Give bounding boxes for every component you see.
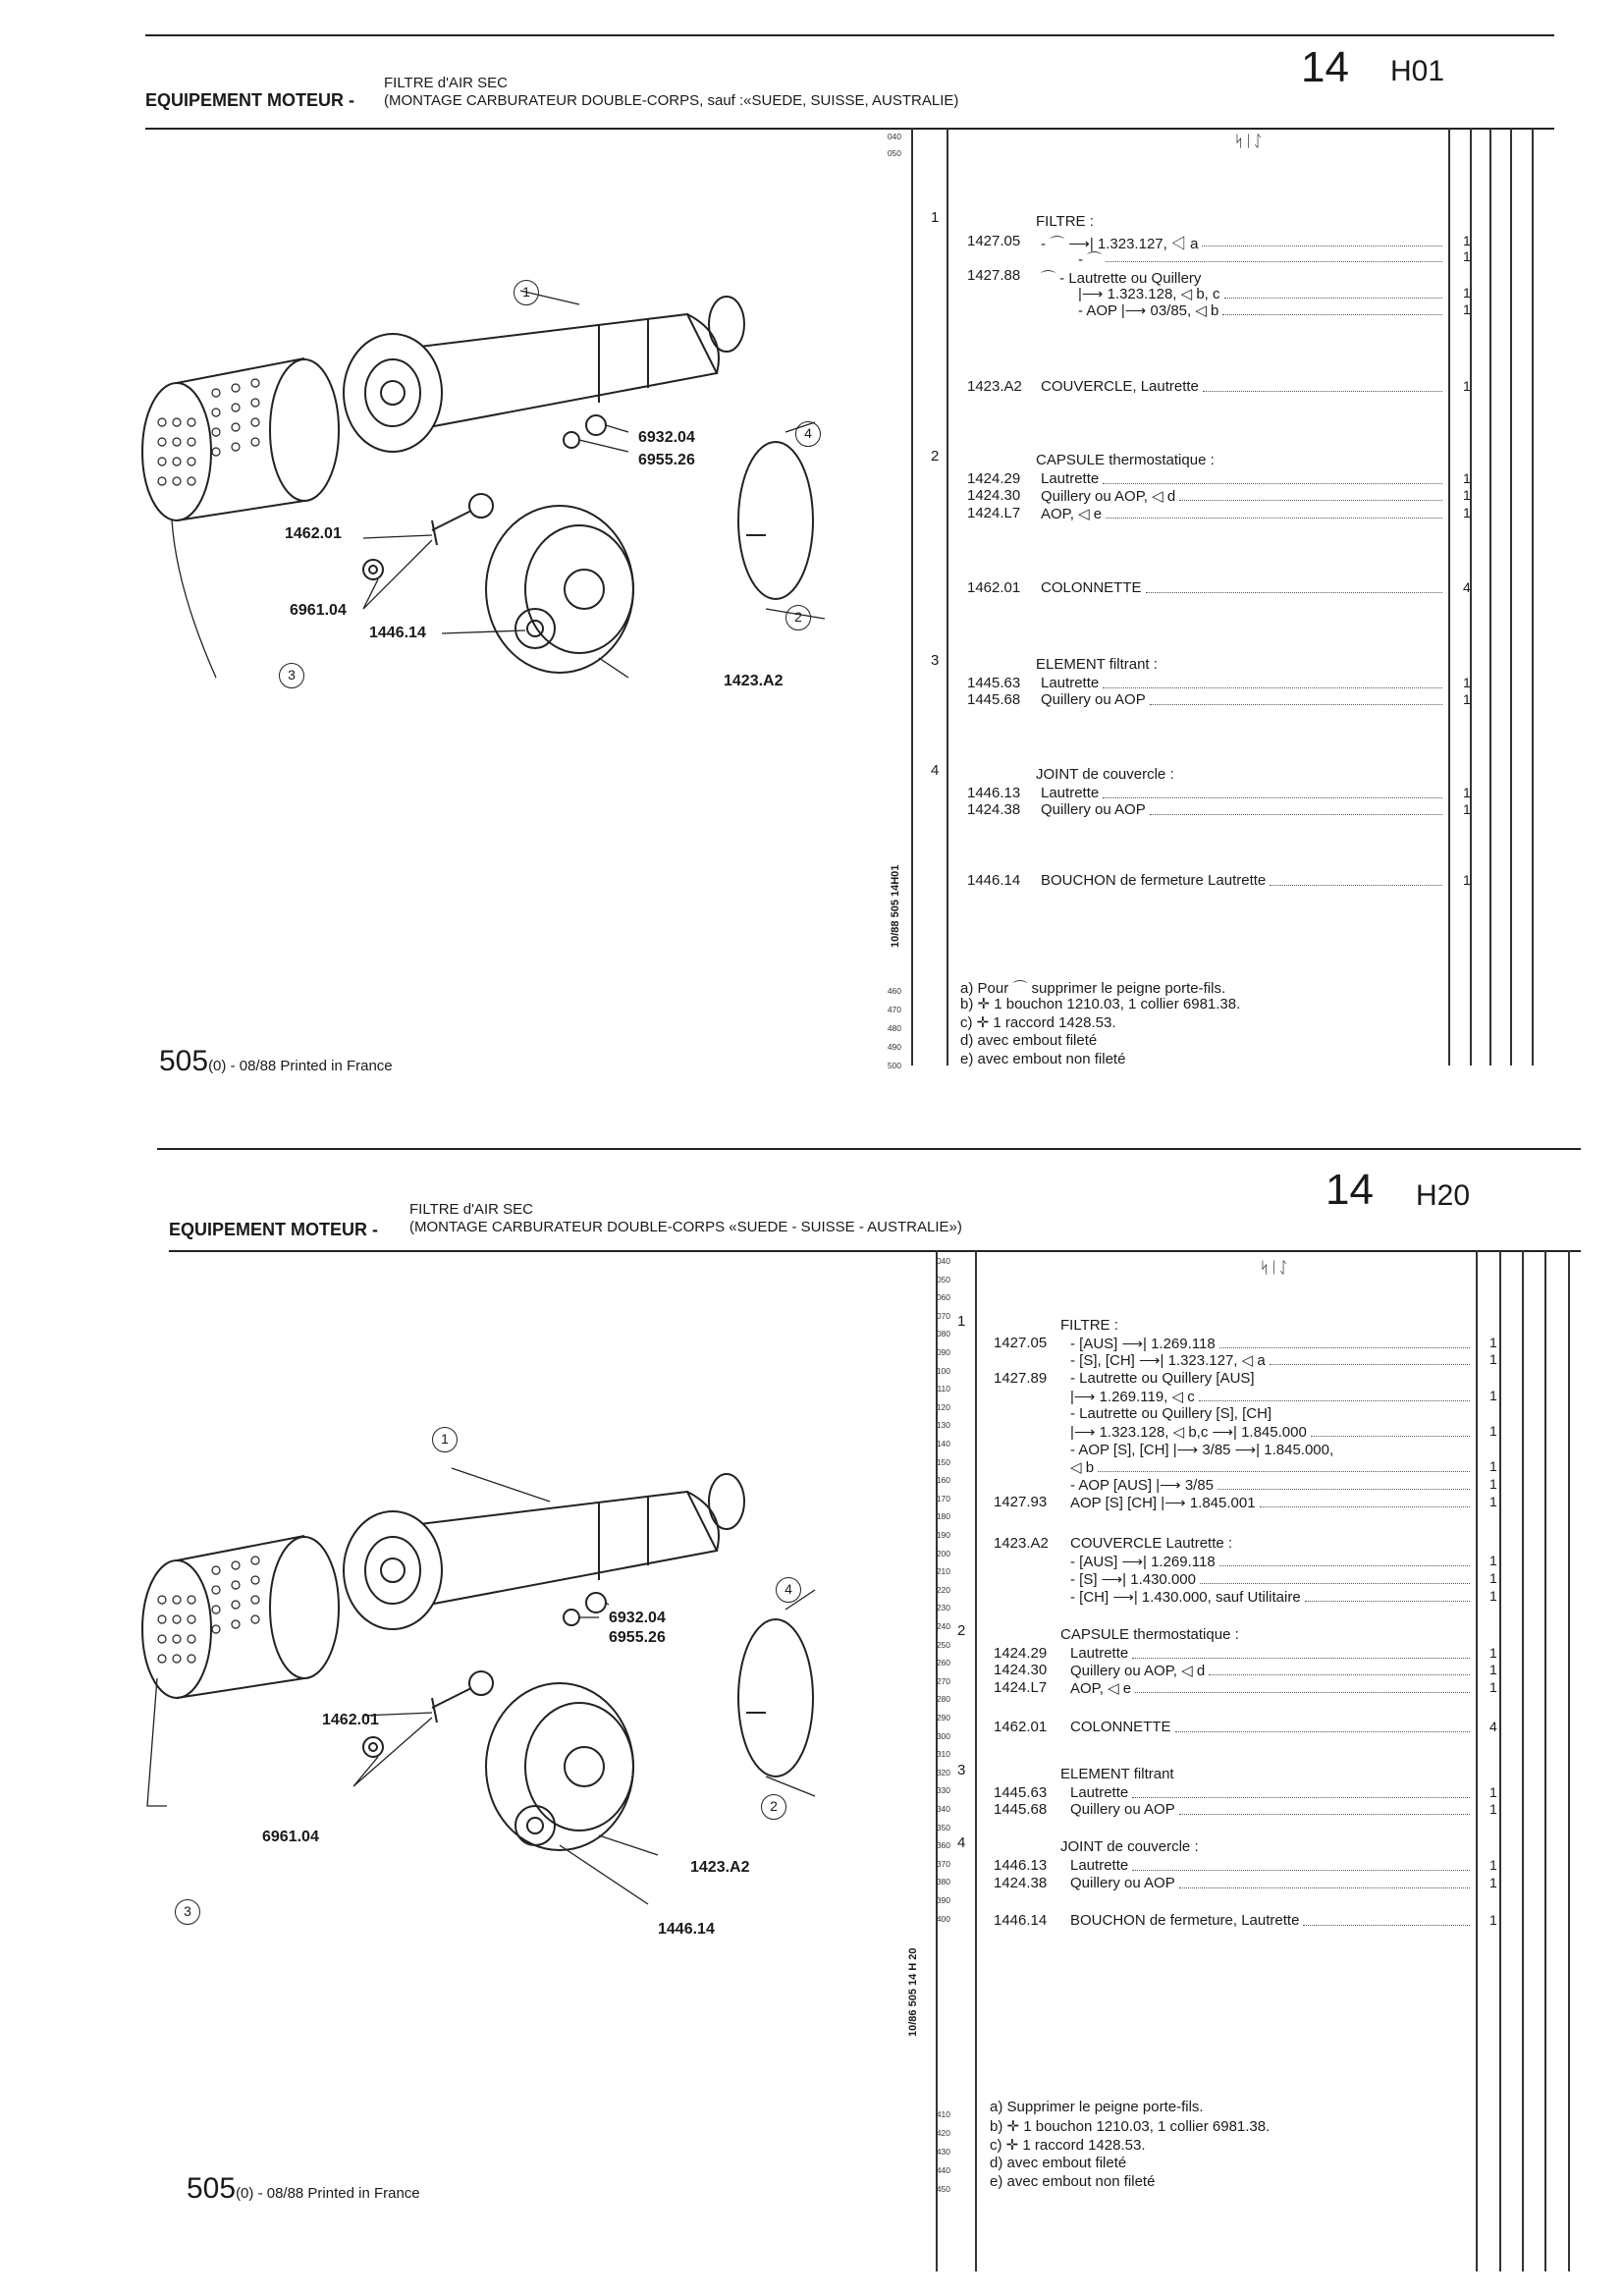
footer-model: 505 <box>159 1045 209 1077</box>
part-description: FILTRE : <box>1060 1317 1118 1334</box>
part-reference: 1424.30 <box>994 1662 1048 1678</box>
dot-leader <box>1179 1814 1470 1815</box>
quantity: 4 <box>1489 1719 1497 1734</box>
part-label: 1423.A2 <box>690 1859 750 1876</box>
dot-leader <box>1199 1400 1470 1401</box>
part-description: - [CH] ⟶| 1.430.000, sauf Utilitaire <box>1070 1589 1301 1606</box>
part-label: 6932.04 <box>638 429 695 446</box>
part-description: Lautrette <box>1070 1645 1129 1662</box>
part-description: - [AUS] ⟶| 1.269.118 <box>1070 1336 1216 1352</box>
footnote-d: d) avec embout fileté <box>960 1032 1098 1049</box>
part-description: COLONNETTE <box>1041 579 1142 596</box>
symbol-mark: ᛋᛁᛇ <box>1234 134 1263 150</box>
line-number: 060 <box>936 1292 950 1303</box>
callout-1: 1 <box>432 1427 458 1452</box>
dot-leader <box>1132 1870 1470 1871</box>
dot-leader <box>1209 1674 1470 1675</box>
dot-leader <box>1179 1887 1470 1888</box>
part-label: 1423.A2 <box>724 673 784 689</box>
dot-leader <box>1311 1436 1470 1437</box>
part-reference: 1445.68 <box>994 1801 1048 1818</box>
header-top-rule <box>145 34 1554 36</box>
dot-leader <box>1224 298 1442 299</box>
part-reference: 1424.L7 <box>967 505 1021 521</box>
part-description: - [S] ⟶| 1.430.000 <box>1070 1571 1196 1588</box>
line-number: 150 <box>936 1456 950 1467</box>
section-title: EQUIPEMENT MOTEUR - <box>145 90 355 110</box>
part-description: |⟶ 1.323.128, ◁ b,c ⟶| 1.845.000 <box>1070 1424 1307 1441</box>
part-reference: 1427.89 <box>994 1370 1048 1387</box>
dot-leader <box>1270 1364 1470 1365</box>
dot-leader <box>1150 704 1442 705</box>
footnote-d: d) avec embout fileté <box>990 2155 1127 2171</box>
part-reference: 1424.38 <box>994 1875 1048 1891</box>
quantity: 4 <box>1463 579 1471 595</box>
line-number: 440 <box>936 2165 950 2175</box>
part-description: Quillery ou AOP <box>1041 801 1146 818</box>
part-reference: 1445.63 <box>967 675 1021 691</box>
line-number: 250 <box>936 1639 950 1650</box>
line-number: 170 <box>936 1493 950 1503</box>
part-reference: 1423.A2 <box>967 378 1022 395</box>
part-label: 1446.14 <box>369 625 426 641</box>
quantity: 1 <box>1463 301 1471 317</box>
part-description: - [S], [CH] ⟶| 1.323.127, ◁ a <box>1070 1352 1266 1369</box>
line-number: 410 <box>936 2109 950 2119</box>
line-number: 130 <box>936 1420 950 1431</box>
group-number: 14 <box>1301 43 1349 91</box>
part-description: COUVERCLE, Lautrette <box>1041 378 1199 395</box>
part-reference: 1446.13 <box>967 785 1021 801</box>
quantity: 1 <box>1489 1801 1497 1817</box>
footnote-e: e) avec embout non fileté <box>990 2173 1156 2190</box>
dot-leader <box>1132 1658 1470 1659</box>
footer-text: (0) - 08/88 Printed in France <box>236 2185 420 2202</box>
dot-leader <box>1098 1471 1470 1472</box>
line-number: 120 <box>936 1401 950 1412</box>
footnote-a: a) Pour ⌒ supprimer le peigne porte-fils. <box>960 980 1226 997</box>
part-description: Quillery ou AOP, ◁ d <box>1070 1663 1206 1679</box>
part-description: - ⌒ ⟶| 1.323.127, ◁ a <box>1041 236 1199 252</box>
header-bottom-rule <box>169 1250 1581 1252</box>
part-reference: 1462.01 <box>994 1719 1048 1735</box>
part-description: Quillery ou AOP <box>1070 1801 1175 1818</box>
part-description: BOUCHON de fermeture Lautrette <box>1041 872 1267 889</box>
quantity: 1 <box>1463 285 1471 301</box>
table-line-qty-left <box>1448 128 1450 1066</box>
part-description: Quillery ou AOP, ◁ d <box>1041 488 1176 505</box>
part-description: - Lautrette ou Quillery [S], [CH] <box>1070 1405 1272 1422</box>
table-line-c1 <box>1489 128 1491 1066</box>
part-reference: 1427.93 <box>994 1494 1048 1510</box>
dot-leader <box>1200 1583 1470 1584</box>
dot-leader <box>1179 500 1442 501</box>
dot-leader <box>1222 314 1442 315</box>
header-bottom-rule <box>145 128 1554 130</box>
quantity: 1 <box>1489 1476 1497 1492</box>
dot-leader <box>1106 261 1442 262</box>
dot-leader <box>1203 391 1442 392</box>
part-label: 1446.14 <box>658 1921 715 1938</box>
line-number: 070 <box>936 1310 950 1321</box>
item-number: 2 <box>957 1622 966 1639</box>
part-description: Lautrette <box>1041 675 1100 691</box>
line-number: 370 <box>936 1858 950 1869</box>
dot-leader <box>1303 1925 1470 1926</box>
line-number: 330 <box>936 1785 950 1796</box>
quantity: 1 <box>1463 487 1471 503</box>
line-number: 160 <box>936 1475 950 1486</box>
item-number: 2 <box>931 448 940 465</box>
table-line-col-b <box>947 128 948 1066</box>
quantity: 1 <box>1463 378 1471 394</box>
line-number: 040 <box>887 132 901 141</box>
quantity: 1 <box>1489 1351 1497 1367</box>
quantity: 1 <box>1463 691 1471 707</box>
line-number: 050 <box>936 1274 950 1285</box>
item-number: 4 <box>957 1834 966 1851</box>
footnote-c: c) ✛ 1 raccord 1428.53. <box>960 1014 1116 1031</box>
line-number: 210 <box>936 1566 950 1577</box>
line-number: 340 <box>936 1804 950 1814</box>
part-description: COUVERCLE Lautrette : <box>1070 1535 1233 1552</box>
part-description: AOP [S] [CH] |⟶ 1.845.001 <box>1070 1495 1256 1511</box>
line-number: 270 <box>936 1675 950 1686</box>
dot-leader <box>1260 1506 1470 1507</box>
callout-1: 1 <box>514 280 539 305</box>
title-line-1: FILTRE d'AIR SEC <box>384 75 508 91</box>
quantity: 1 <box>1489 1588 1497 1604</box>
part-description: CAPSULE thermostatique : <box>1060 1626 1239 1643</box>
line-number: 470 <box>887 1005 901 1014</box>
part-description: Lautrette <box>1041 785 1100 801</box>
part-label: 6932.04 <box>609 1610 666 1626</box>
part-description: Lautrette <box>1041 470 1100 487</box>
footnote-e: e) avec embout non fileté <box>960 1051 1126 1067</box>
catalog-sheet-h20 <box>0 1148 1623 2296</box>
symbol-mark: ᛋᛁᛇ <box>1260 1260 1288 1277</box>
part-label: 1462.01 <box>322 1712 379 1728</box>
callout-2: 2 <box>785 605 811 630</box>
footnote-c: c) ✛ 1 raccord 1428.53. <box>990 2137 1146 2154</box>
item-number: 1 <box>957 1313 966 1330</box>
line-number: 480 <box>887 1023 901 1033</box>
quantity: 1 <box>1463 248 1471 264</box>
part-description: Lautrette <box>1070 1784 1129 1801</box>
dot-leader <box>1106 518 1442 519</box>
part-description: FILTRE : <box>1036 213 1094 230</box>
quantity: 1 <box>1463 470 1471 486</box>
line-number: 360 <box>936 1840 950 1851</box>
part-label: 1462.01 <box>285 525 342 542</box>
table-line-c3 <box>1532 128 1534 1066</box>
quantity: 1 <box>1489 1784 1497 1800</box>
title-line-1: FILTRE d'AIR SEC <box>409 1201 533 1218</box>
part-reference: 1427.88 <box>967 267 1021 284</box>
quantity: 1 <box>1489 1335 1497 1350</box>
part-reference: 1424.30 <box>967 487 1021 504</box>
table-line-c2 <box>1544 1250 1546 2271</box>
table-line-qty-right <box>1470 128 1472 1066</box>
footnote-b: b) ✛ 1 bouchon 1210.03, 1 collier 6981.38. <box>960 996 1241 1012</box>
line-number: 390 <box>936 1895 950 1905</box>
footnote-a: a) Supprimer le peigne porte-fils. <box>990 2099 1204 2115</box>
part-reference: 1424.L7 <box>994 1679 1048 1696</box>
part-description: BOUCHON de fermeture, Lautrette <box>1070 1912 1300 1929</box>
item-number: 3 <box>957 1762 966 1778</box>
exploded-view-drawing <box>137 1443 825 1953</box>
part-description: - AOP [S], [CH] |⟶ 3/85 ⟶| 1.845.000, <box>1070 1442 1334 1458</box>
exploded-view-drawing <box>137 265 825 776</box>
quantity: 1 <box>1489 1875 1497 1890</box>
dot-leader <box>1175 1731 1470 1732</box>
part-description: - [AUS] ⟶| 1.269.118 <box>1070 1554 1216 1570</box>
callout-4: 4 <box>776 1577 801 1603</box>
line-number: 180 <box>936 1511 950 1522</box>
quantity: 1 <box>1489 1423 1497 1439</box>
part-reference: 1424.29 <box>994 1645 1048 1662</box>
part-description: - AOP |⟶ 03/85, ◁ b <box>1078 302 1219 319</box>
part-reference: 1446.14 <box>967 872 1021 889</box>
line-number: 040 <box>936 1256 950 1266</box>
dot-leader <box>1135 1692 1470 1693</box>
part-reference: 1427.05 <box>994 1335 1048 1351</box>
dot-leader <box>1150 814 1442 815</box>
table-line-qty-left <box>1476 1250 1478 2271</box>
quantity: 1 <box>1489 1912 1497 1928</box>
table-line-qty-right <box>1499 1250 1501 2271</box>
callout-2: 2 <box>761 1794 786 1820</box>
line-number: 190 <box>936 1530 950 1540</box>
part-reference: 1462.01 <box>967 579 1021 596</box>
line-number: 110 <box>937 1384 950 1394</box>
line-number: 090 <box>936 1347 950 1357</box>
part-description: ◁ b <box>1070 1459 1095 1476</box>
page-code: H01 <box>1390 55 1445 87</box>
title-line-2: (MONTAGE CARBURATEUR DOUBLE-CORPS «SUEDE - SUISSE - AUSTRALIE») <box>409 1219 962 1235</box>
callout-4: 4 <box>795 421 821 447</box>
part-description: Quillery ou AOP <box>1041 691 1146 708</box>
part-description: COLONNETTE <box>1070 1719 1171 1735</box>
quantity: 1 <box>1463 785 1471 800</box>
part-description: AOP, ◁ e <box>1070 1680 1132 1697</box>
line-number: 310 <box>936 1749 950 1760</box>
dot-leader <box>1270 885 1442 886</box>
line-number: 400 <box>936 1913 950 1924</box>
dot-leader <box>1305 1601 1470 1602</box>
line-number: 140 <box>936 1439 950 1449</box>
dot-leader <box>1146 592 1442 593</box>
part-description: ELEMENT filtrant <box>1060 1766 1174 1782</box>
line-number: 220 <box>936 1584 950 1595</box>
line-number: 380 <box>936 1877 950 1887</box>
line-number: 450 <box>936 2184 950 2194</box>
line-number: 230 <box>936 1603 950 1613</box>
dot-leader <box>1103 797 1442 798</box>
quantity: 1 <box>1463 872 1471 888</box>
dot-leader <box>1103 483 1442 484</box>
line-number: 290 <box>936 1713 950 1722</box>
line-number: 420 <box>936 2128 950 2138</box>
part-description: ELEMENT filtrant : <box>1036 656 1158 673</box>
section-title: EQUIPEMENT MOTEUR - <box>169 1220 379 1239</box>
footer-model: 505 <box>187 2172 237 2205</box>
part-description: |⟶ 1.323.128, ◁ b, c <box>1078 286 1220 302</box>
part-reference: 1423.A2 <box>994 1535 1049 1552</box>
line-number: 430 <box>936 2147 950 2157</box>
quantity: 1 <box>1489 1679 1497 1695</box>
part-label: 6961.04 <box>290 602 347 619</box>
part-description: JOINT de couvercle : <box>1060 1838 1199 1855</box>
table-line-col-b <box>975 1250 977 2271</box>
item-number: 4 <box>931 762 940 779</box>
part-description: - ⌒ <box>1078 251 1103 268</box>
item-number: 1 <box>931 209 940 226</box>
line-number: 100 <box>936 1365 950 1376</box>
line-number: 080 <box>936 1329 950 1339</box>
dot-leader <box>1217 1489 1470 1490</box>
page-footer <box>159 1045 393 1078</box>
part-description: JOINT de couvercle : <box>1036 766 1174 783</box>
quantity: 1 <box>1489 1458 1497 1474</box>
line-number: 050 <box>887 148 901 158</box>
page-code: H20 <box>1416 1179 1471 1212</box>
quantity: 1 <box>1489 1645 1497 1661</box>
line-number: 460 <box>887 986 901 996</box>
callout-3: 3 <box>175 1899 200 1925</box>
part-description: ⌒ - Lautrette ou Quillery <box>1041 270 1202 287</box>
part-label: 6961.04 <box>262 1829 319 1845</box>
table-line-c1 <box>1522 1250 1524 2271</box>
part-description: - AOP [AUS] |⟶ 3/85 <box>1070 1477 1215 1494</box>
footer-text: (0) - 08/88 Printed in France <box>208 1058 393 1074</box>
quantity: 1 <box>1463 675 1471 690</box>
line-number: 490 <box>887 1042 901 1052</box>
part-reference: 1446.14 <box>994 1912 1048 1929</box>
table-line-col-a <box>911 128 913 1066</box>
part-description: Lautrette <box>1070 1857 1129 1874</box>
line-number: 320 <box>936 1767 950 1777</box>
quantity: 1 <box>1489 1662 1497 1677</box>
part-description: Quillery ou AOP <box>1070 1875 1175 1891</box>
quantity: 1 <box>1463 801 1471 817</box>
dot-leader <box>1103 687 1442 688</box>
part-reference: 1445.63 <box>994 1784 1048 1801</box>
part-reference: 1424.29 <box>967 470 1021 487</box>
side-stamp: 10/88 505 14H01 <box>890 864 901 948</box>
part-description: CAPSULE thermostatique : <box>1036 452 1215 468</box>
part-reference: 1424.38 <box>967 801 1021 818</box>
dot-leader <box>1219 1565 1470 1566</box>
quantity: 1 <box>1489 1494 1497 1509</box>
part-description: - Lautrette ou Quillery [AUS] <box>1070 1370 1255 1387</box>
quantity: 1 <box>1489 1570 1497 1586</box>
dot-leader <box>1219 1347 1470 1348</box>
dot-leader <box>1132 1797 1470 1798</box>
group-number: 14 <box>1325 1166 1374 1214</box>
footnote-b: b) ✛ 1 bouchon 1210.03, 1 collier 6981.38. <box>990 2118 1271 2135</box>
side-stamp: 10/86 505 14 H 20 <box>907 1947 919 2037</box>
callout-3: 3 <box>279 663 304 688</box>
line-number: 350 <box>936 1822 950 1832</box>
line-number: 260 <box>936 1658 950 1668</box>
title-line-2: (MONTAGE CARBURATEUR DOUBLE-CORPS, sauf :«SUEDE, SUISSE, AUSTRALIE) <box>384 92 959 109</box>
quantity: 1 <box>1463 233 1471 248</box>
part-label: 6955.26 <box>638 452 695 468</box>
part-description: AOP, ◁ e <box>1041 506 1103 522</box>
line-number: 280 <box>936 1694 950 1705</box>
line-number: 300 <box>936 1730 950 1741</box>
part-reference: 1446.13 <box>994 1857 1048 1874</box>
part-reference: 1427.05 <box>967 233 1021 249</box>
part-reference: 1445.68 <box>967 691 1021 708</box>
part-label: 6955.26 <box>609 1629 666 1646</box>
quantity: 1 <box>1489 1553 1497 1568</box>
line-number: 500 <box>887 1061 901 1070</box>
part-description: |⟶ 1.269.119, ◁ c <box>1070 1389 1195 1405</box>
table-line-c2 <box>1510 128 1512 1066</box>
quantity: 1 <box>1489 1857 1497 1873</box>
quantity: 1 <box>1463 505 1471 520</box>
page-footer <box>187 2172 420 2206</box>
line-number: 240 <box>936 1621 950 1631</box>
table-line-c3 <box>1568 1250 1570 2271</box>
quantity: 1 <box>1489 1388 1497 1403</box>
line-number: 200 <box>936 1548 950 1558</box>
item-number: 3 <box>931 652 940 669</box>
